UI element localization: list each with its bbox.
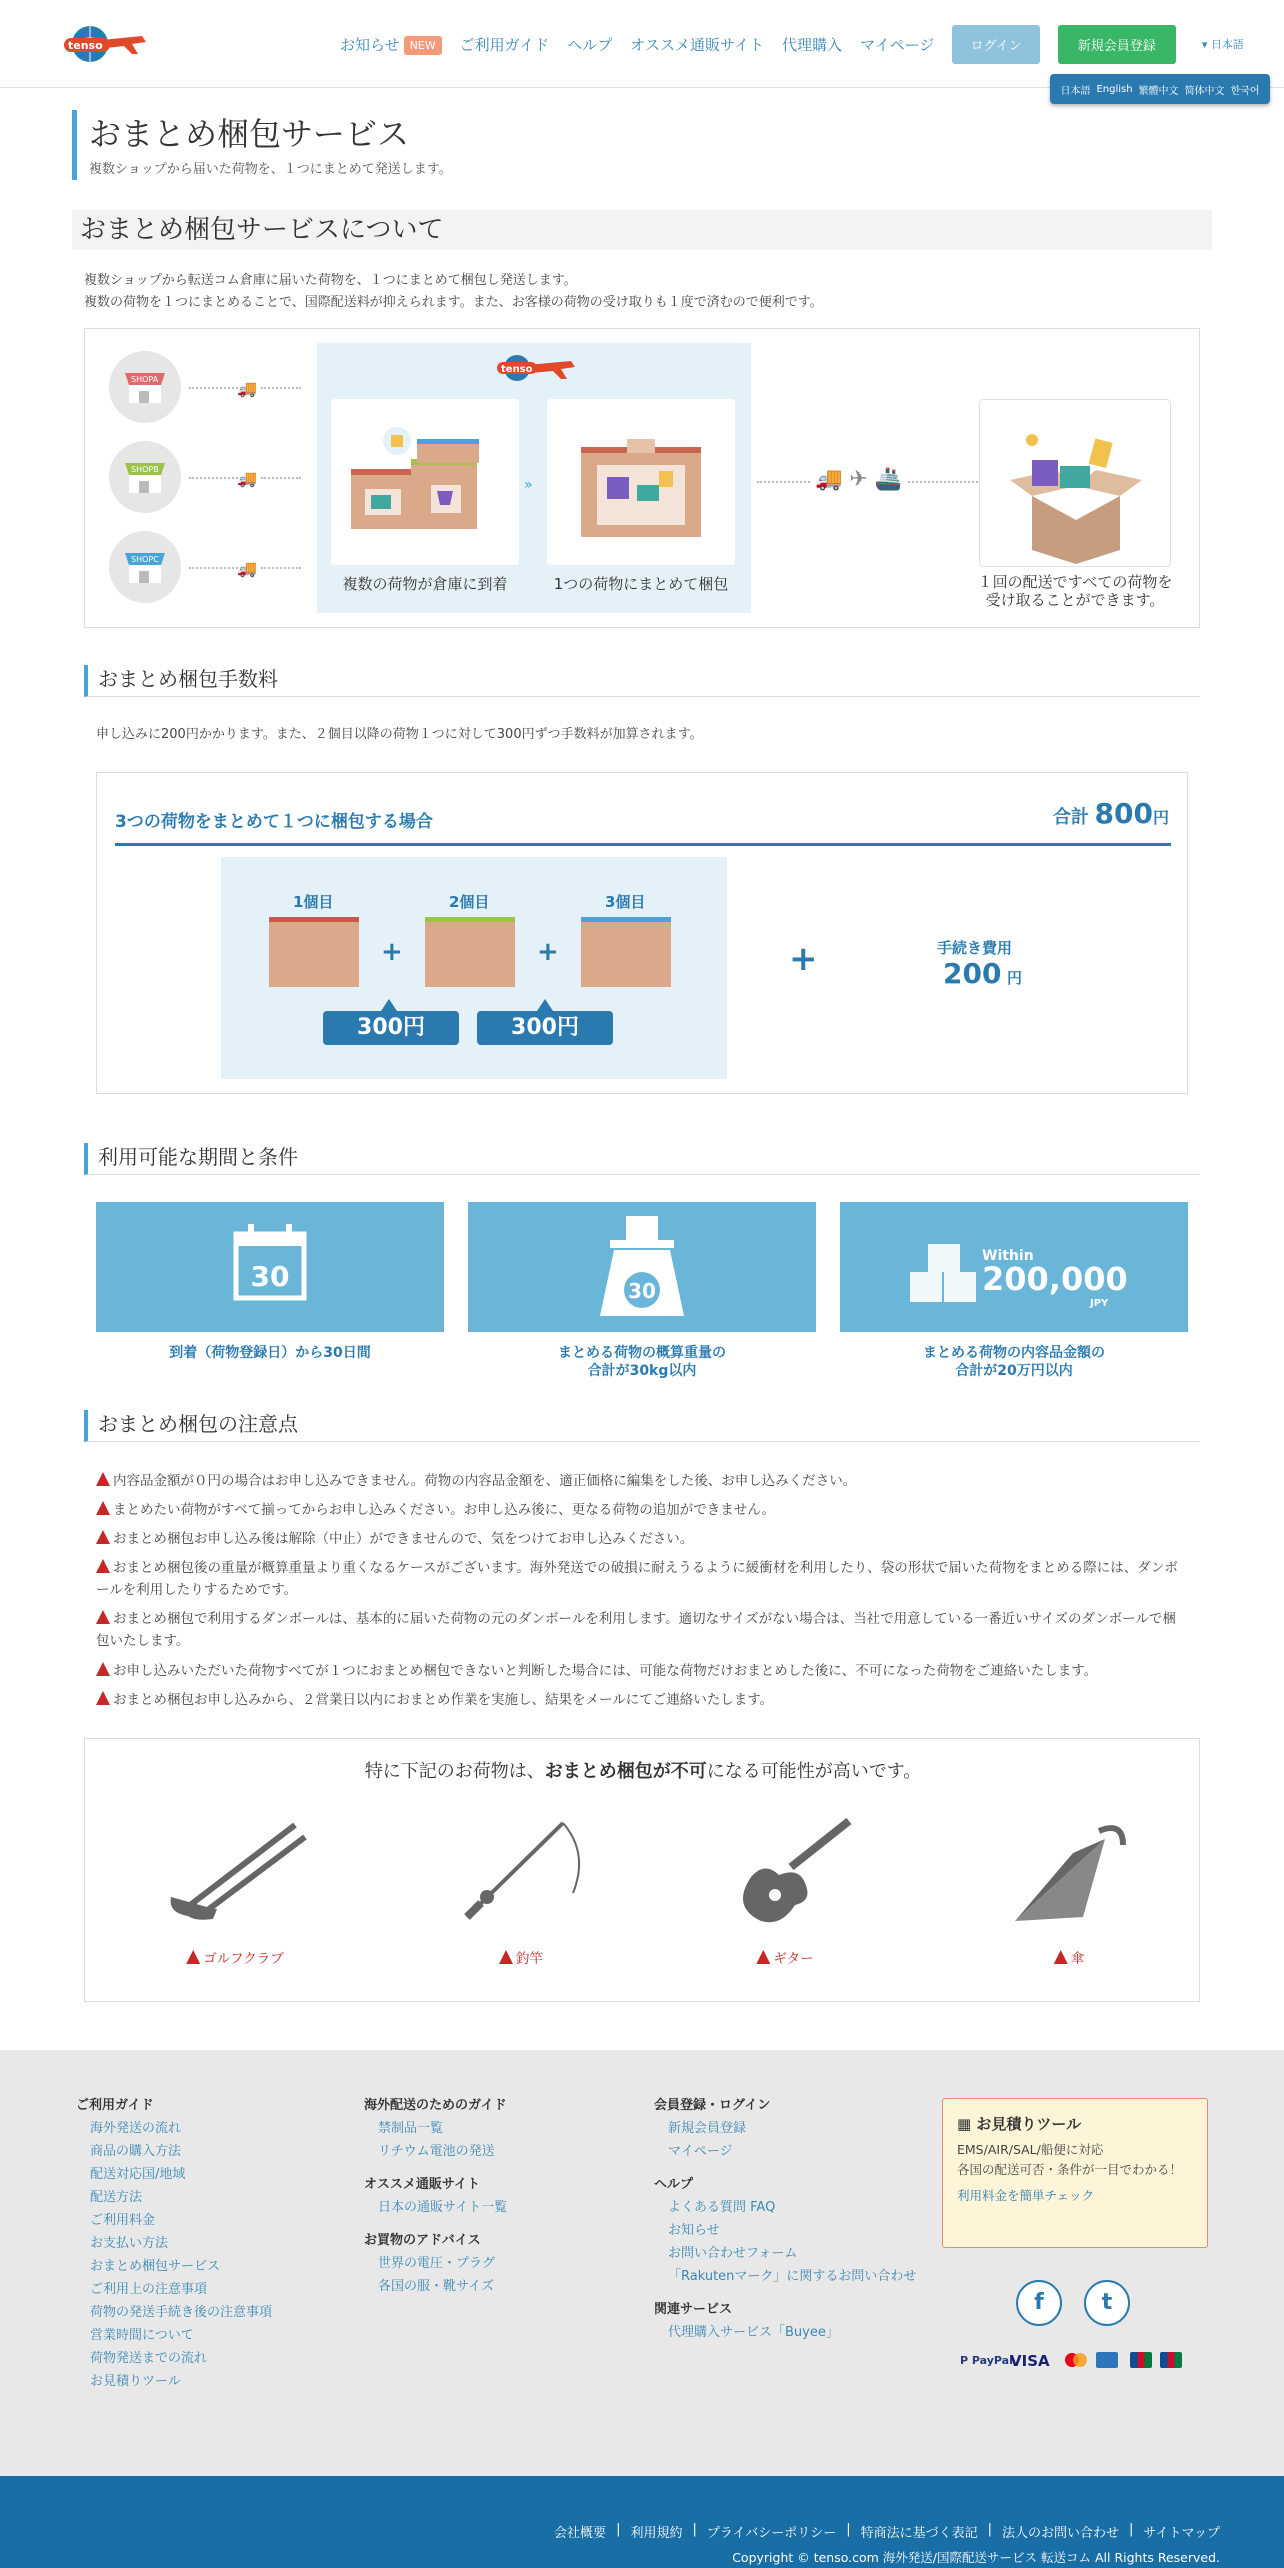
about-heading: おまとめ梱包サービスについて <box>72 210 1212 250</box>
restricted-items-title: 特に下記のお荷物は、おまとめ梱包が不可になる可能性が高いです。 <box>364 1761 922 1782</box>
nav-help[interactable]: ヘルプ <box>567 35 613 54</box>
about-diagram <box>84 328 1200 628</box>
warehouse-area <box>317 343 751 613</box>
svg-text:Within: Within <box>982 1248 1034 1264</box>
notes-heading: おまとめ梱包の注意点 <box>84 1410 1200 1442</box>
condition-caption-3: まとめる荷物の内容品金額の 合計が20万円以内 <box>923 1345 1105 1379</box>
fishing-rod-icon <box>453 1817 593 1931</box>
footer-guide-column: ご利用ガイド 海外発送の流れ 商品の購入方法 配送対応国/地域 配送方法 ご利用料金 お支払い方法 おまとめ梱包サービス ご利用上の注意事項 荷物の発送手続き後の注意事項 営業時間について 荷物発送までの流れ お見積りツール <box>76 2094 272 2393</box>
plus-sign: + <box>789 939 818 979</box>
tenso-logo-small <box>497 351 577 389</box>
restricted-items-box <box>84 1738 1200 2002</box>
fee-items-area <box>221 857 727 1079</box>
visa-icon: VISA <box>1010 2352 1050 2370</box>
packed-box-illustration <box>547 399 735 565</box>
footer-link[interactable]: 各国の服・靴サイズ <box>378 2279 494 2294</box>
language-toggle[interactable]: ▾ 日本語 <box>1201 38 1244 51</box>
footer-link[interactable]: リチウム電池の発送 <box>378 2144 495 2159</box>
main-nav <box>340 22 1244 66</box>
page-title: おまとめ梱包サービス <box>89 115 410 153</box>
shop-a-icon <box>109 351 181 423</box>
lang-zh-tw[interactable]: 繁體中文 <box>1138 85 1179 97</box>
estimate-tool-title: ▦ お見積りツール <box>957 2115 1082 2133</box>
amex-icon <box>1096 2352 1118 2368</box>
truck-icon: 🚚 <box>237 559 257 578</box>
step1-caption: 複数の荷物が倉庫に到着 <box>342 575 508 593</box>
legal-notice-link[interactable]: 特商法に基づく表記 <box>860 2526 978 2541</box>
ng-item-golf: ゴルフクラブ <box>135 1947 335 1967</box>
fee-example-title: 3つの荷物をまとめて１つに梱包する場合 <box>115 812 433 832</box>
estimate-tool-box <box>942 2098 1208 2248</box>
notice-item: おまとめ梱包で利用するダンボールは、基本的に届いた荷物の元のダンボールを利用します。適切なサイズがない場合は、当社で用意している一番近いサイズのダンボールで梱包いたします。 <box>96 1611 1176 1649</box>
item-3-label: 3個目 <box>605 893 646 911</box>
guitar-icon <box>721 1817 861 1931</box>
footer-link[interactable]: 荷物の発送手続き後の注意事項 <box>90 2305 273 2320</box>
footer-link[interactable]: お支払い方法 <box>90 2236 169 2251</box>
footer-link[interactable]: 世界の電圧・プラグ <box>378 2256 496 2271</box>
svg-text:SHOPB: SHOPB <box>131 465 159 474</box>
svg-text:30: 30 <box>628 1279 656 1303</box>
plus-sign: + <box>381 937 403 967</box>
about-text-2: 複数の荷物を１つにまとめることで、国際配送料が抑えられます。また、お客様の荷物の受け取りも１度で済むので便利です。 <box>84 295 823 310</box>
register-button[interactable]: 新規会員登録 <box>1058 25 1176 64</box>
lang-en[interactable]: English <box>1096 83 1133 95</box>
new-badge: NEW <box>404 36 442 55</box>
footer-link[interactable]: ご利用上の注意事項 <box>90 2282 208 2297</box>
warning-icon <box>96 1472 110 1486</box>
condition-200000-jpy <box>840 1202 1188 1332</box>
item-2-label: 2個目 <box>449 893 490 911</box>
shop-b-icon <box>109 441 181 513</box>
svg-text:JPY: JPY <box>1090 1298 1109 1309</box>
nav-news[interactable]: お知らせ NEW <box>340 34 442 55</box>
footer-link[interactable]: 配送方法 <box>90 2190 143 2205</box>
ng-item-guitar: ギター <box>685 1947 885 1967</box>
nav-mypage[interactable]: マイページ <box>860 35 935 54</box>
warning-icon <box>96 1559 110 1573</box>
result-caption: １回の配送ですべての荷物を 受け取ることができます。 <box>977 573 1173 609</box>
footer-link[interactable]: 配送対応国/地域 <box>90 2167 186 2182</box>
notice-item: おまとめ梱包後の重量が概算重量より重くなるケースがございます。海外発送での破損に耐えうるように緩衝材を利用したり、袋の形状で届いた荷物をまとめる際には、ダンボールを利用したりするためです。 <box>96 1560 1178 1598</box>
ng-item-fishing: 釣竿 <box>421 1947 621 1967</box>
step2-caption: 1つの荷物にまとめて梱包 <box>553 575 729 593</box>
fee-heading: おまとめ梱包手数料 <box>84 665 1200 697</box>
footer-link[interactable]: おまとめ梱包サービス <box>90 2259 221 2274</box>
svg-text:SHOPA: SHOPA <box>131 375 159 384</box>
site-header <box>0 0 1284 97</box>
company-link[interactable]: 会社概要 <box>554 2526 607 2541</box>
umbrella-icon <box>995 1817 1135 1931</box>
footer-bottom-bar <box>0 2476 1284 2568</box>
svg-text:30: 30 <box>250 1260 290 1293</box>
delivered-box-illustration <box>979 399 1171 567</box>
footer-link[interactable]: 新規会員登録 <box>668 2121 747 2136</box>
plus-sign: + <box>537 937 559 967</box>
mastercard-icon <box>1064 2352 1084 2368</box>
scale-icon <box>468 1202 816 1332</box>
fee-label-300: 300円 <box>477 1011 613 1045</box>
shipping-icons: 🚚 ✈ 🚢 <box>811 467 906 492</box>
notice-item: まとめたい荷物がすべて揃ってからお申し込みください。お申し込み後に、更なる荷物の追加ができません。 <box>96 1499 1186 1521</box>
fee-example-box <box>96 772 1188 1094</box>
truck-icon: 🚚 <box>237 469 257 488</box>
divider <box>115 843 1171 846</box>
footer-link[interactable]: 禁制品一覧 <box>378 2121 444 2136</box>
corporate-contact-link[interactable]: 法人のお問い合わせ <box>1002 2526 1120 2541</box>
about-text-1: 複数ショップから転送コム倉庫に届いた荷物を、１つにまとめて梱包し発送します。 <box>84 273 577 288</box>
notice-item: お申し込みいただいた荷物すべてが１つにおまとめ梱包できないと判断した場合には、可能な荷物だけおまとめした後に、不可になった荷物をご連絡いたします。 <box>96 1660 1186 1682</box>
box-icon <box>581 917 671 987</box>
svg-text:SHOPC: SHOPC <box>131 555 159 564</box>
condition-30kg <box>468 1202 816 1332</box>
footer-link[interactable]: 「Rakutenマーク」に関するお問い合わせ <box>668 2269 917 2284</box>
tenso-logo[interactable] <box>62 22 146 66</box>
notice-item: 内容品金額が０円の場合はお申し込みできません。荷物の内容品金額を、適正価格に編集をした後、お申し込みください。 <box>96 1470 1186 1492</box>
notice-item: おまとめ梱包お申し込みから、２営業日以内におまとめ作業を実施し、結果をメールにてご連絡いたします。 <box>96 1689 1186 1711</box>
lang-zh-cn[interactable]: 简体中文 <box>1184 85 1225 97</box>
lang-ja[interactable]: 日本語 <box>1060 85 1091 97</box>
jcb-icon <box>1160 2352 1182 2368</box>
footer-link[interactable]: 代理購入サービス「Buyee」 <box>668 2325 839 2340</box>
page-title-block <box>72 110 1212 180</box>
footer-link[interactable]: よくある質問 FAQ <box>668 2200 776 2215</box>
ng-item-umbrella: 傘 <box>969 1947 1169 1967</box>
warning-icon <box>96 1610 110 1624</box>
golf-club-icon <box>155 1817 315 1931</box>
condition-caption-2: まとめる荷物の概算重量の 合計が30kg以内 <box>558 1345 726 1379</box>
footer-link[interactable]: 海外発送の流れ <box>90 2121 182 2136</box>
login-button[interactable]: ログイン <box>952 25 1039 64</box>
condition-caption-1: 到着（荷物登録日）から30日間 <box>169 1345 371 1361</box>
arrow-icon: » <box>524 477 533 493</box>
procedure-fee-label: 手続き費用 <box>937 939 1013 957</box>
warning-icon <box>96 1662 110 1676</box>
sitemap-link[interactable]: サイトマップ <box>1143 2526 1220 2541</box>
fee-total: 合計 800円 <box>1052 797 1169 830</box>
estimate-tool-link[interactable]: 利用料金を簡単チェック <box>957 2188 1095 2203</box>
paypal-icon: P PayPal <box>960 2354 1013 2367</box>
box-icon <box>425 917 515 987</box>
fee-label-300: 300円 <box>323 1011 459 1045</box>
money-icon <box>840 1202 1188 1332</box>
lang-ko[interactable]: 한국어 <box>1230 85 1260 97</box>
terms-link[interactable]: 利用規約 <box>630 2526 683 2541</box>
item-1-label: 1個目 <box>293 893 334 911</box>
packages-arrived-illustration <box>331 399 519 565</box>
nav-guide[interactable]: ご利用ガイド <box>459 35 550 54</box>
procedure-fee-value: 200 円 <box>943 957 1023 990</box>
footer-link[interactable]: お知らせ <box>668 2223 720 2238</box>
footer-member-column: 会員登録・ログイン 新規会員登録 マイページ ヘルプ よくある質問 FAQ お知らせ お問い合わせフォーム 「Rakutenマーク」に関するお問い合わせ 関連サービス 代理購入サービス「Buyee」 <box>654 2094 916 2344</box>
footer-bottom-links: 会社概要 | 利用規約 | プライバシーポリシー | 特商法に基づく表記 | 法人のお問い合わせ | サイトマップ <box>554 2522 1220 2541</box>
footer-link[interactable]: ご利用料金 <box>90 2213 156 2228</box>
condition-30-days <box>96 1202 444 1332</box>
conditions-heading: 利用可能な期間と条件 <box>84 1143 1200 1175</box>
box-icon <box>269 917 359 987</box>
copyright: Copyright © tenso.com 海外発送/国際配送サービス 転送コム All Rights Reserved. <box>732 2550 1220 2565</box>
shop-c-icon <box>109 531 181 603</box>
footer-link[interactable]: お見積りツール <box>90 2374 181 2389</box>
footer-link[interactable]: 日本の通販サイト一覧 <box>378 2200 508 2215</box>
footer-link[interactable]: 荷物発送までの流れ <box>90 2351 208 2366</box>
warning-icon <box>96 1530 110 1544</box>
nav-recommended-shops[interactable]: オススメ通販サイト <box>630 35 765 54</box>
calendar-icon <box>96 1202 444 1332</box>
logo-text: tenso <box>68 39 103 52</box>
truck-icon: 🚚 <box>237 379 257 398</box>
footer-link[interactable]: 営業時間について <box>90 2328 194 2343</box>
estimate-tool-line2: 各国の配送可否・条件が一目でわかる！ <box>957 2162 1183 2177</box>
footer-link[interactable]: 商品の購入方法 <box>90 2144 182 2159</box>
page-subtitle: 複数ショップから届いた荷物を、１つにまとめて発送します。 <box>89 162 452 177</box>
fee-description: 申し込みに200円かかります。また、２個目以降の荷物１つに対して300円ずつ手数料が加算されます。 <box>96 727 703 742</box>
svg-text:200,000: 200,000 <box>982 1260 1128 1298</box>
estimate-tool-line1: EMS/AIR/SAL/船便に対応 <box>957 2142 1104 2157</box>
facebook-icon[interactable]: f <box>1016 2280 1062 2326</box>
warning-icon <box>96 1691 110 1705</box>
language-menu <box>1050 74 1270 104</box>
privacy-link[interactable]: プライバシーポリシー <box>706 2526 837 2541</box>
footer-link[interactable]: マイページ <box>668 2144 733 2159</box>
twitter-icon[interactable]: t <box>1084 2280 1130 2326</box>
footer-link[interactable]: お問い合わせフォーム <box>668 2246 798 2261</box>
svg-text:tenso: tenso <box>501 364 533 375</box>
jcb-icon <box>1130 2352 1152 2368</box>
nav-proxy-purchase[interactable]: 代理購入 <box>782 35 843 54</box>
footer-shipping-column: 海外配送のためのガイド 禁制品一覧 リチウム電池の発送 オススメ通販サイト 日本の通販サイト一覧 お買物のアドバイス 世界の電圧・プラグ 各国の服・靴サイズ <box>364 2094 507 2298</box>
notice-item: おまとめ梱包お申し込み後は解除（中止）ができませんので、気をつけてお申し込みください。 <box>96 1528 1186 1550</box>
warning-icon <box>96 1501 110 1515</box>
